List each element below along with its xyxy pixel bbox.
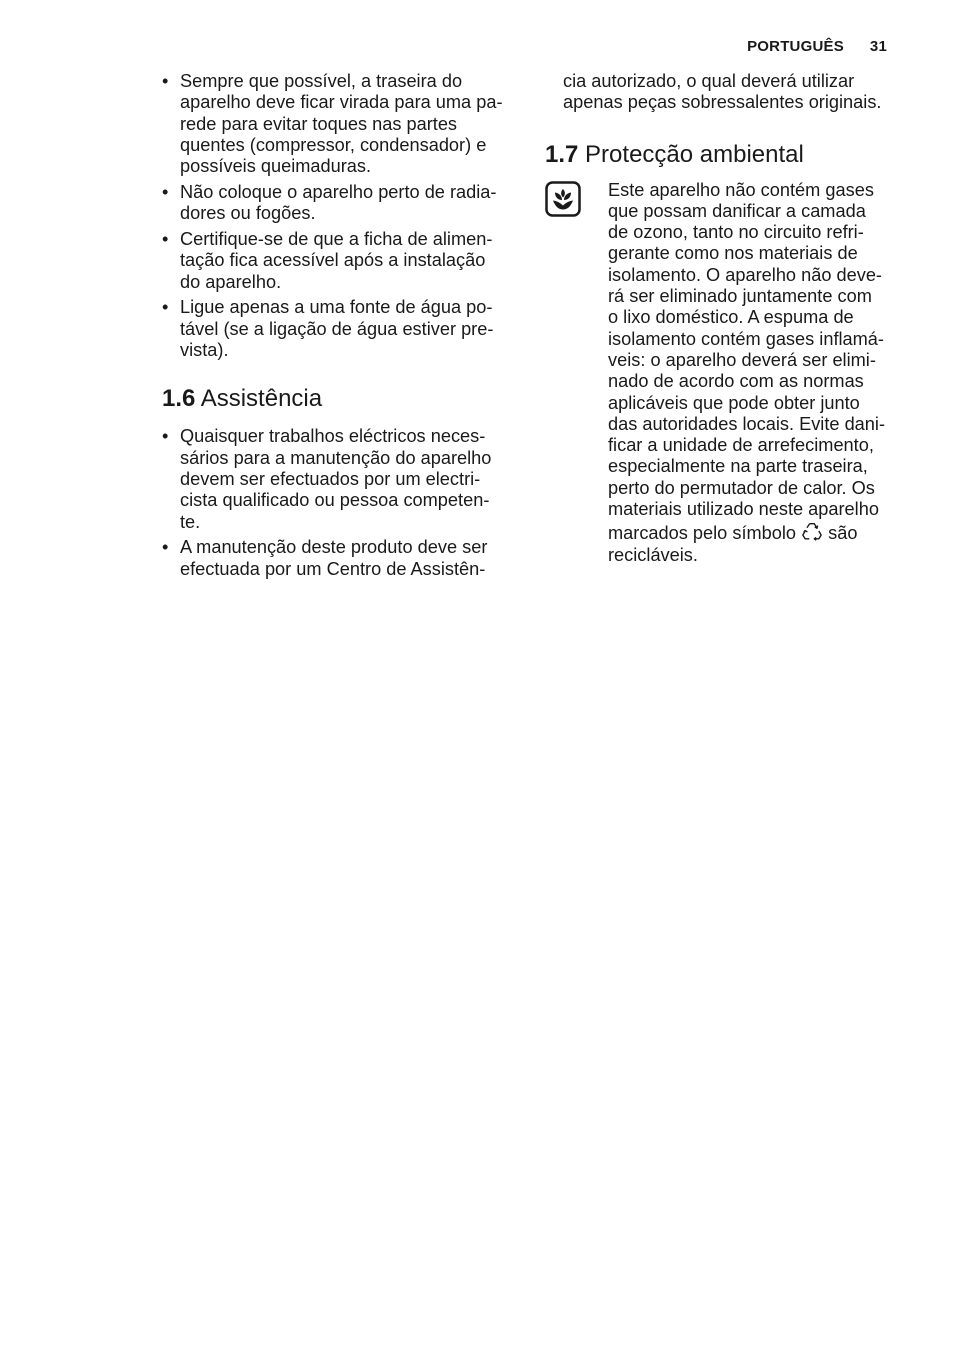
bullet-text: Quaisquer trabalhos eléctricos neces- sários para a manutenção do aparelho devem ser efectuados por um electri- cista qualificado ou pessoa competen- te.	[180, 426, 492, 532]
page-header	[747, 38, 887, 55]
environment-flower-icon	[545, 181, 581, 217]
continued-bullet-text: cia autorizado, o qual deverá utilizar apenas peças sobressalentes originais.	[563, 71, 882, 113]
safety-bullet-list	[162, 71, 512, 361]
page-number: 31	[869, 38, 887, 55]
list-item	[162, 426, 512, 532]
bullet-text: Certifique-se de que a ficha de alimen- tação fica acessível após a instalação do aparelho.	[180, 229, 493, 292]
section-heading-assistencia	[162, 385, 512, 413]
bullet-text: Ligue apenas a uma fonte de água po- tável (se a ligação de água estiver pre- vista).	[180, 297, 494, 361]
section-title: Assistência	[200, 385, 323, 413]
section-title: Protecção ambiental	[585, 140, 804, 168]
header-language: PORTUGUÊS	[747, 38, 844, 55]
environment-paragraph	[608, 180, 885, 566]
list-item	[162, 182, 512, 225]
environment-text-end: são recicláveis.	[608, 523, 858, 565]
section-number: 1.7	[545, 140, 579, 168]
right-column	[545, 71, 895, 566]
section-number: 1.6	[162, 385, 196, 413]
environment-text: Este aparelho não contém gases que possam danificar a camada de ozono, tanto no circuito refri- gerante como nos materiais de isolamento. O aparelho não deve- rá ser eliminado juntamente com o lixo doméstico. A espuma de isolamento contém gases inflamá- veis: o aparelho deverá ser elimi- nado de acordo com as normas aplicáveis que pode obter junto das autoridades locais. Evite dani- ficar a unidade de arrefecimento, especialmente na parte traseira, perto do permutador de calor. Os materiais utilizado neste aparelho marcados pelo símbolo	[608, 179, 886, 544]
recycle-icon	[801, 520, 823, 542]
list-item	[162, 229, 512, 293]
bullet-text: Sempre que possível, a traseira do aparelho deve ficar virada para uma pa- rede para evitar toques nas partes quentes (compressor, condensador) e possíveis queimaduras.	[180, 71, 503, 177]
assistance-bullet-list	[162, 426, 512, 580]
bullet-text: Não coloque o aparelho perto de radia- dores ou fogões.	[180, 181, 497, 224]
list-item	[162, 297, 512, 361]
section-heading-proteccao-ambiental	[545, 141, 895, 169]
bullet-text: A manutenção deste produto deve ser efectuada por um Centro de Assistên-	[180, 537, 488, 579]
environment-notice	[545, 180, 895, 566]
left-column	[162, 71, 512, 584]
list-item	[162, 537, 512, 580]
list-item	[162, 71, 512, 177]
